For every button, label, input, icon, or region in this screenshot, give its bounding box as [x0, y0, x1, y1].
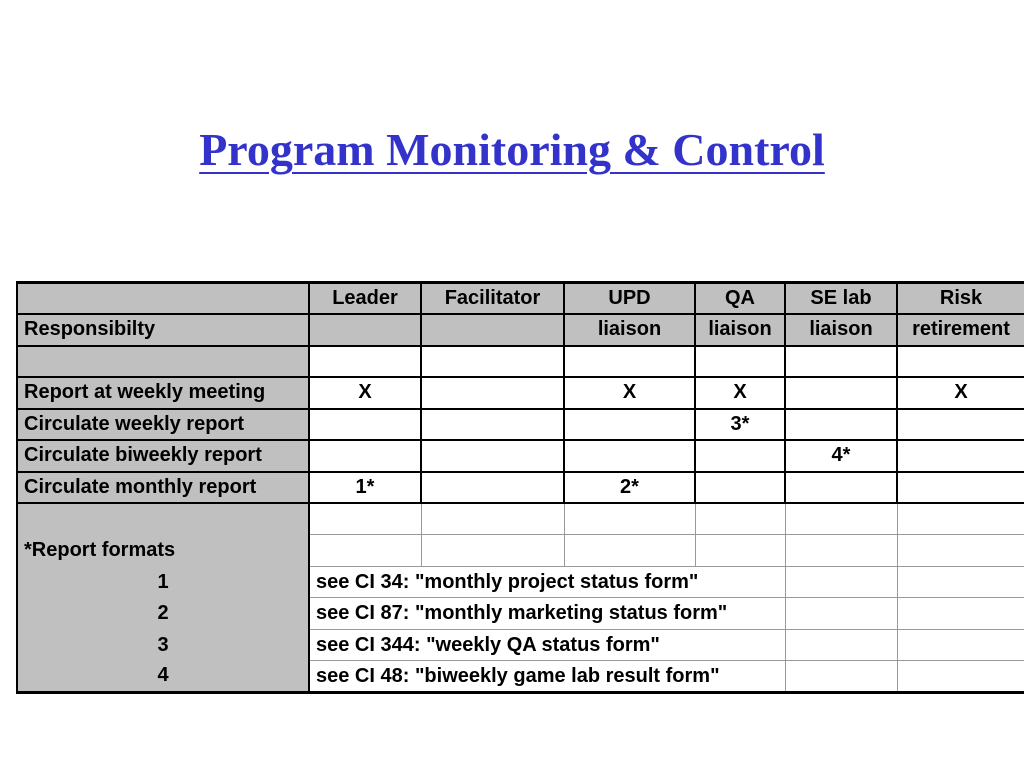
- table-cell: [785, 598, 897, 630]
- formats-heading-row: [17, 535, 1024, 567]
- table-cell: [695, 472, 785, 504]
- format-description: see CI 344: "weekly QA status form": [309, 629, 785, 661]
- table-cell: [897, 346, 1024, 378]
- header-risk: Risk: [897, 283, 1024, 315]
- table-cell: [785, 629, 897, 661]
- header-row-2: [17, 314, 1024, 346]
- format-number: 1: [17, 566, 309, 598]
- spacer-label: [17, 346, 309, 378]
- format-row: [17, 598, 1024, 630]
- table-cell: 4*: [785, 440, 897, 472]
- format-description: see CI 34: "monthly project status form": [309, 566, 785, 598]
- table-cell: X: [695, 377, 785, 409]
- header-risk-sub: retirement: [897, 314, 1024, 346]
- format-number: 3: [17, 629, 309, 661]
- table-cell: [421, 472, 564, 504]
- page-title: Program Monitoring & Control: [199, 124, 825, 175]
- header-corner: [17, 283, 309, 315]
- table-row: [17, 472, 1024, 504]
- table-cell: X: [897, 377, 1024, 409]
- table-cell: 2*: [564, 472, 695, 504]
- table-cell: [897, 440, 1024, 472]
- table-cell: [785, 566, 897, 598]
- table-row: [17, 409, 1024, 441]
- format-number: 4: [17, 661, 309, 693]
- table-cell: [897, 535, 1024, 567]
- row-label: Report at weekly meeting: [17, 377, 309, 409]
- table-cell: [564, 503, 695, 535]
- formats-label: *Report formats: [17, 535, 309, 567]
- table-cell: [309, 503, 421, 535]
- table-cell: [785, 409, 897, 441]
- row-label: Circulate weekly report: [17, 409, 309, 441]
- header-se-lab-sub: liaison: [785, 314, 897, 346]
- table-cell: X: [309, 377, 421, 409]
- table-cell: X: [564, 377, 695, 409]
- format-row: [17, 661, 1024, 693]
- format-number: 2: [17, 598, 309, 630]
- table-cell: [785, 503, 897, 535]
- table-cell: [421, 409, 564, 441]
- table-cell: [785, 535, 897, 567]
- table-cell: [695, 535, 785, 567]
- row-label: Circulate biweekly report: [17, 440, 309, 472]
- table-cell: 3*: [695, 409, 785, 441]
- header-facilitator: Facilitator: [421, 283, 564, 315]
- header-qa: QA: [695, 283, 785, 315]
- table-cell: [421, 535, 564, 567]
- format-description: see CI 48: "biweekly game lab result form": [309, 661, 785, 693]
- table-row: [17, 377, 1024, 409]
- table-cell: [564, 409, 695, 441]
- header-facilitator-sub: [421, 314, 564, 346]
- format-row: [17, 566, 1024, 598]
- table-cell: [897, 472, 1024, 504]
- table-cell: [309, 535, 421, 567]
- table-cell: [785, 472, 897, 504]
- table-cell: [897, 661, 1024, 693]
- table-cell: [309, 409, 421, 441]
- blank-row: [17, 503, 1024, 535]
- table-cell: 1*: [309, 472, 421, 504]
- table-cell: [897, 409, 1024, 441]
- header-row-1: [17, 283, 1024, 315]
- table-cell: [695, 346, 785, 378]
- table-cell: [309, 440, 421, 472]
- table-cell: [897, 503, 1024, 535]
- format-description: see CI 87: "monthly marketing status form": [309, 598, 785, 630]
- table-cell: [564, 440, 695, 472]
- table-cell: [421, 440, 564, 472]
- table-cell: [309, 346, 421, 378]
- header-responsibility: Responsibilty: [17, 314, 309, 346]
- header-leader: Leader: [309, 283, 421, 315]
- row-label: Circulate monthly report: [17, 472, 309, 504]
- spacer-row: [17, 346, 1024, 378]
- header-upd: UPD: [564, 283, 695, 315]
- table-cell: [695, 440, 785, 472]
- table-cell: [785, 377, 897, 409]
- table-cell: [897, 566, 1024, 598]
- table-cell: [421, 346, 564, 378]
- table-cell: [897, 598, 1024, 630]
- header-upd-sub: liaison: [564, 314, 695, 346]
- table-cell: [564, 535, 695, 567]
- header-leader-sub: [309, 314, 421, 346]
- header-se-lab: SE lab: [785, 283, 897, 315]
- format-row: [17, 629, 1024, 661]
- table-cell: [897, 629, 1024, 661]
- table-cell: [785, 661, 897, 693]
- header-qa-sub: liaison: [695, 314, 785, 346]
- table-cell: [695, 503, 785, 535]
- table-row: [17, 440, 1024, 472]
- blank-label: [17, 503, 309, 535]
- table-cell: [564, 346, 695, 378]
- responsibility-table: [16, 281, 1024, 694]
- table-cell: [785, 346, 897, 378]
- table-cell: [421, 503, 564, 535]
- table-cell: [421, 377, 564, 409]
